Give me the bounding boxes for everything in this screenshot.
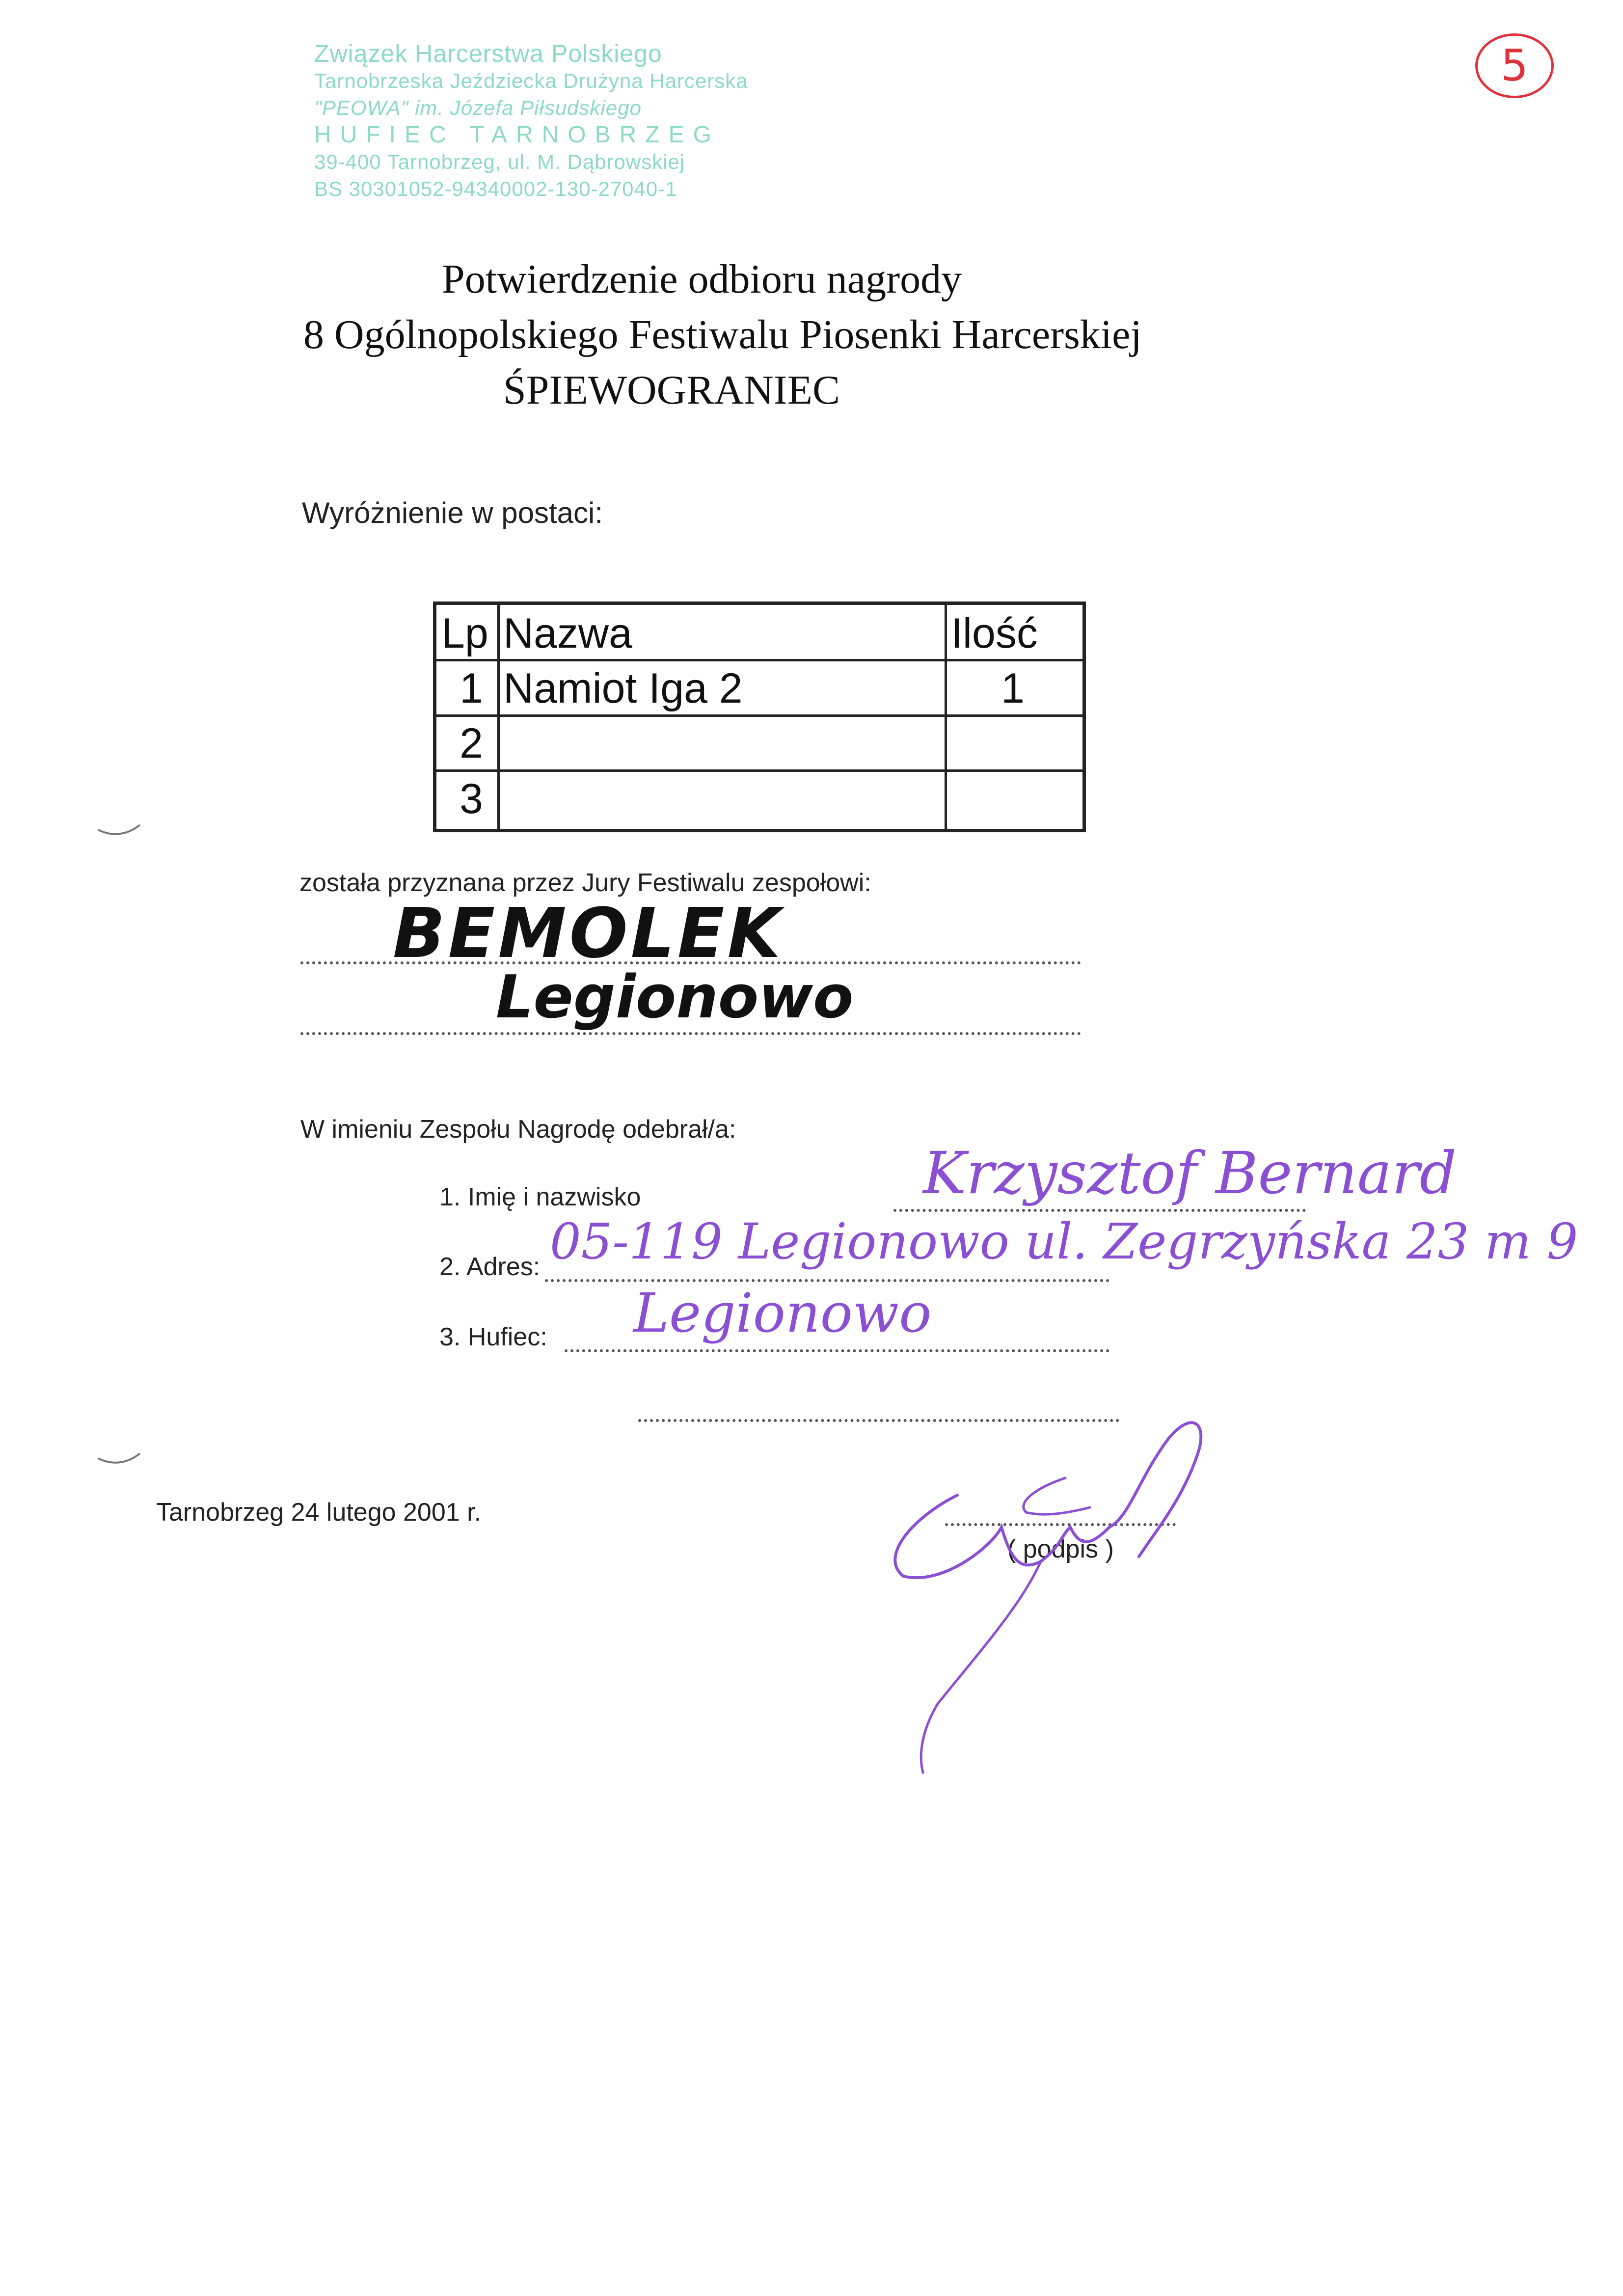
title-line-1: Potwierdzenie odbioru nagrody — [442, 256, 962, 302]
team-city-handwritten: Legionowo — [496, 963, 854, 1032]
address-handwritten: 05-119 Legionowo ul. Zegrzyńska 23 m 9 — [550, 1213, 1578, 1270]
name-handwritten: Krzysztof Bernard — [923, 1139, 1457, 1207]
title-line-2: 8 Ogólnopolskiego Festiwalu Piosenki Harcerskiej — [303, 312, 1142, 357]
stamp-line: 39-400 Tarnobrzeg, ul. M. Dąbrowskiej — [314, 150, 685, 173]
received-text: W imieniu Zespołu Nagrodę odebrał/a: — [300, 1115, 736, 1144]
unit-handwritten: Legionowo — [633, 1282, 932, 1344]
signature-caption: ( podpis ) — [1007, 1535, 1114, 1563]
stamp-line: BS 30301052-94340002-130-27040-1 — [314, 177, 677, 200]
handwritten-signature — [815, 1399, 1355, 1782]
place-date: Tarnobrzeg 24 lutego 2001 r. — [156, 1498, 482, 1527]
unit-label: 3. Hufiec: — [439, 1323, 547, 1351]
title-line-3: ŚPIEWOGRANIEC — [503, 367, 840, 413]
team-city-line — [300, 1032, 1081, 1035]
header-qty: Ilość — [951, 610, 1038, 657]
address-label: 2. Adres: — [439, 1253, 541, 1281]
unit-line — [565, 1349, 1109, 1352]
row-name: Namiot Iga 2 — [503, 665, 743, 712]
header-lp: Lp — [441, 610, 488, 657]
name-line — [893, 1209, 1306, 1212]
row-lp: 3 — [460, 775, 483, 822]
stamp-line: Tarnobrzeska Jeździecka Drużyna Harcerska — [314, 69, 748, 92]
award-intro: Wyróżnienie w postaci: — [302, 496, 603, 529]
stamp-line: Związek Harcerstwa Polskiego — [314, 40, 662, 67]
page-number: 5 — [1501, 40, 1528, 91]
prize-table — [433, 601, 1086, 832]
organization-stamp — [314, 40, 748, 202]
margin-mark — [93, 815, 152, 845]
stamp-line: HUFIEC TARNOBRZEG — [314, 122, 720, 148]
header-name: Nazwa — [503, 610, 632, 657]
name-label: 1. Imię i nazwisko — [439, 1183, 641, 1211]
row-lp: 2 — [460, 720, 483, 767]
stamp-line: "PEOWA" im. Józefa Piłsudskiego — [314, 96, 642, 119]
margin-mark — [93, 1444, 152, 1473]
row-lp: 1 — [460, 665, 483, 712]
granted-text: została przyznana przez Jury Festiwalu zespołowi: — [299, 869, 871, 897]
team-name-handwritten: BEMOLEK — [393, 894, 784, 974]
row-qty: 1 — [1001, 665, 1025, 712]
